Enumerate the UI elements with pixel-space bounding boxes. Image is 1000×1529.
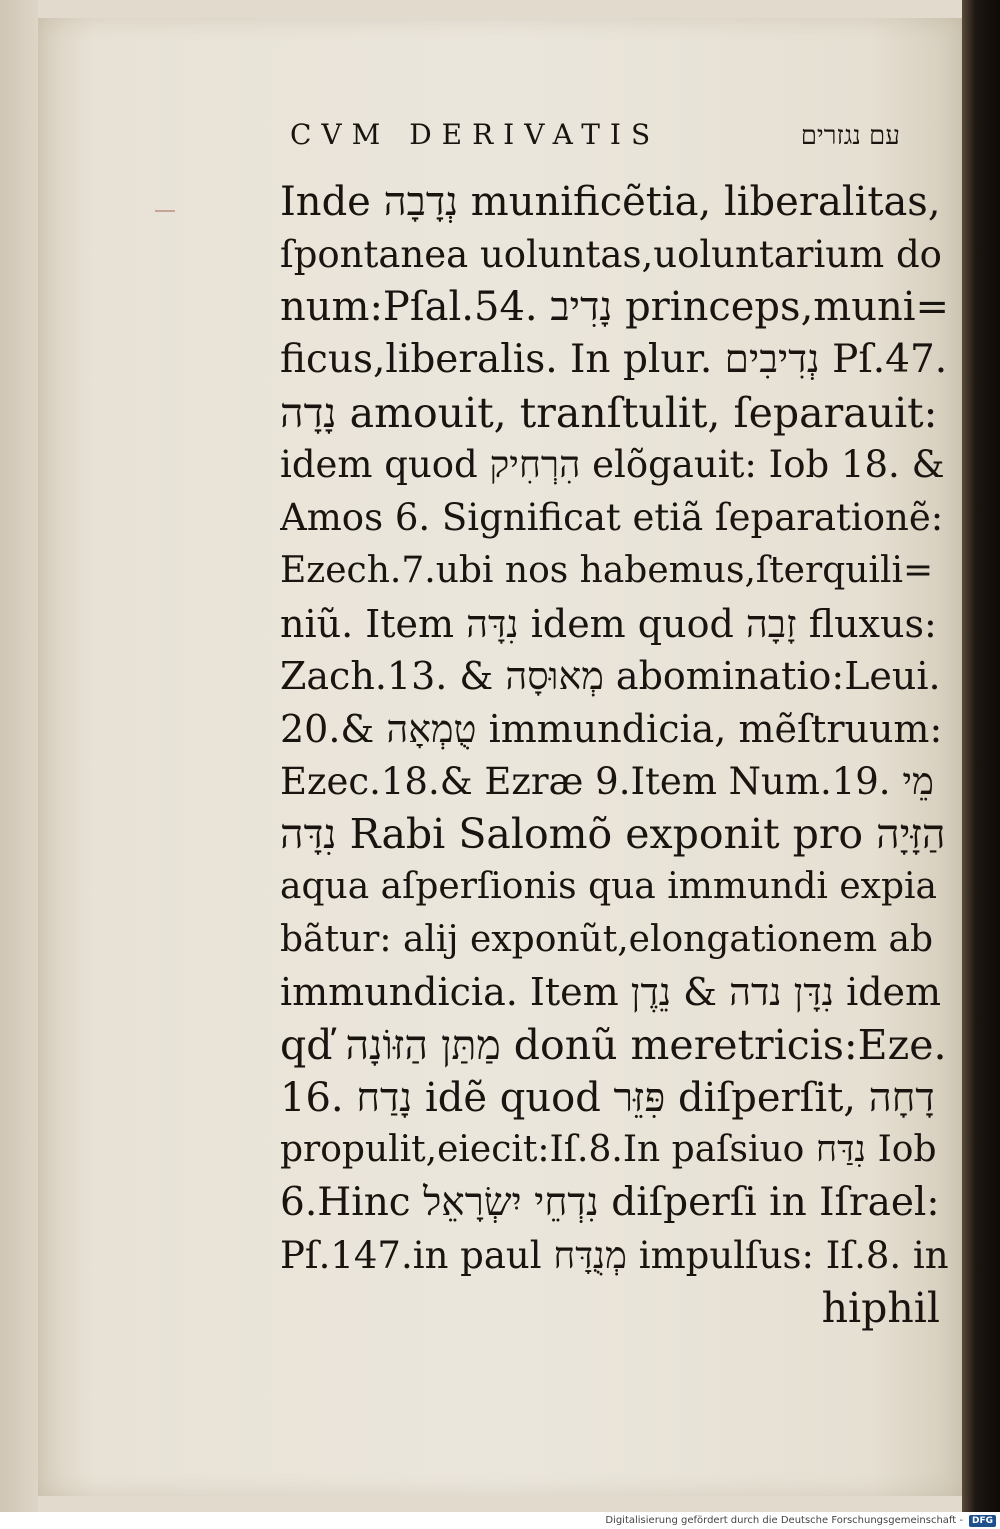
running-head-latin: CVM DERIVATIS [290,118,661,151]
text-line: Ezec.18.& Ezræ 9.Item Num.19. מֵי [280,759,934,803]
text-line: 20.& טֻמְאָה immundicia, mẽſtruum: [280,706,943,751]
running-head-hebrew: עם נגזרים [800,121,900,151]
footer-bar [0,1512,1000,1529]
text-line: 6.Hinc נִדְחֵי יִשְׂרָאֵל diſperſi in Iſrael: [280,1180,940,1226]
text-line: num:Pſal.54. נָדִיב princeps,muni= [280,284,950,331]
text-line: ſpontanea uoluntas,uoluntarium do [280,232,942,276]
text-line: qď מַתַּן הַזּוֹנָה donũ meretricis:Eze. [280,1021,947,1069]
text-line: 16. נָדַח idẽ quod פִּזֵּר diſperſit, דָחָה [280,1074,935,1121]
body-text [280,176,950,1282]
text-line: Pſ.147.in paul מְנֻדָּח impulſus: Iſ.8. in [280,1233,949,1277]
text-line: Ezech.7.ubi nos habemus,ſterquili= [280,549,934,591]
text-block [280,118,950,1335]
text-line: niũ. Item נִדָּה idem quod זָבָה fluxus: [280,601,937,646]
text-line: bãtur: alij exponũt,elongationem ab [280,918,934,960]
text-line: ficus,liberalis. In plur. נְדִיבִים Pſ.47. [280,337,948,383]
margin-mark [155,210,175,212]
text-line: Inde נְדָבָה munificẽtia, liberalitas, [280,179,941,225]
book-binding-edge [962,0,1000,1512]
footer-credit: Digitalisierung gefördert durch die Deutsche Forschungsgemeinschaft - [605,1515,963,1526]
text-line: נָדָה amouit, tranſtulit, ſeparauit: [280,388,938,437]
text-line: idem quod הִרְחִיק elõgauit: Iob 18. & [280,443,945,487]
text-line: immundicia. Item נִדָּן נדה & נֵדֶן idem [280,970,942,1015]
page-edge-left [0,0,38,1512]
text-line: aqua aſperſionis qua immundi expia [280,865,937,907]
dfg-logo: DFG [969,1515,996,1527]
catchword: hiphil [821,1284,940,1333]
text-line: Zach.13. & מְאוּסָה abominatio:Leui. [280,654,941,699]
text-line: propulit,eiecit:Iſ.8.In paſsiuo נִדַּח Iob [280,1129,937,1171]
running-head [280,118,950,176]
text-line: נִדָּה Rabi Salomõ exponit pro הַזָּיָה [280,810,946,859]
text-line: Amos 6. Significat etiã ſeparationẽ: [280,496,944,540]
